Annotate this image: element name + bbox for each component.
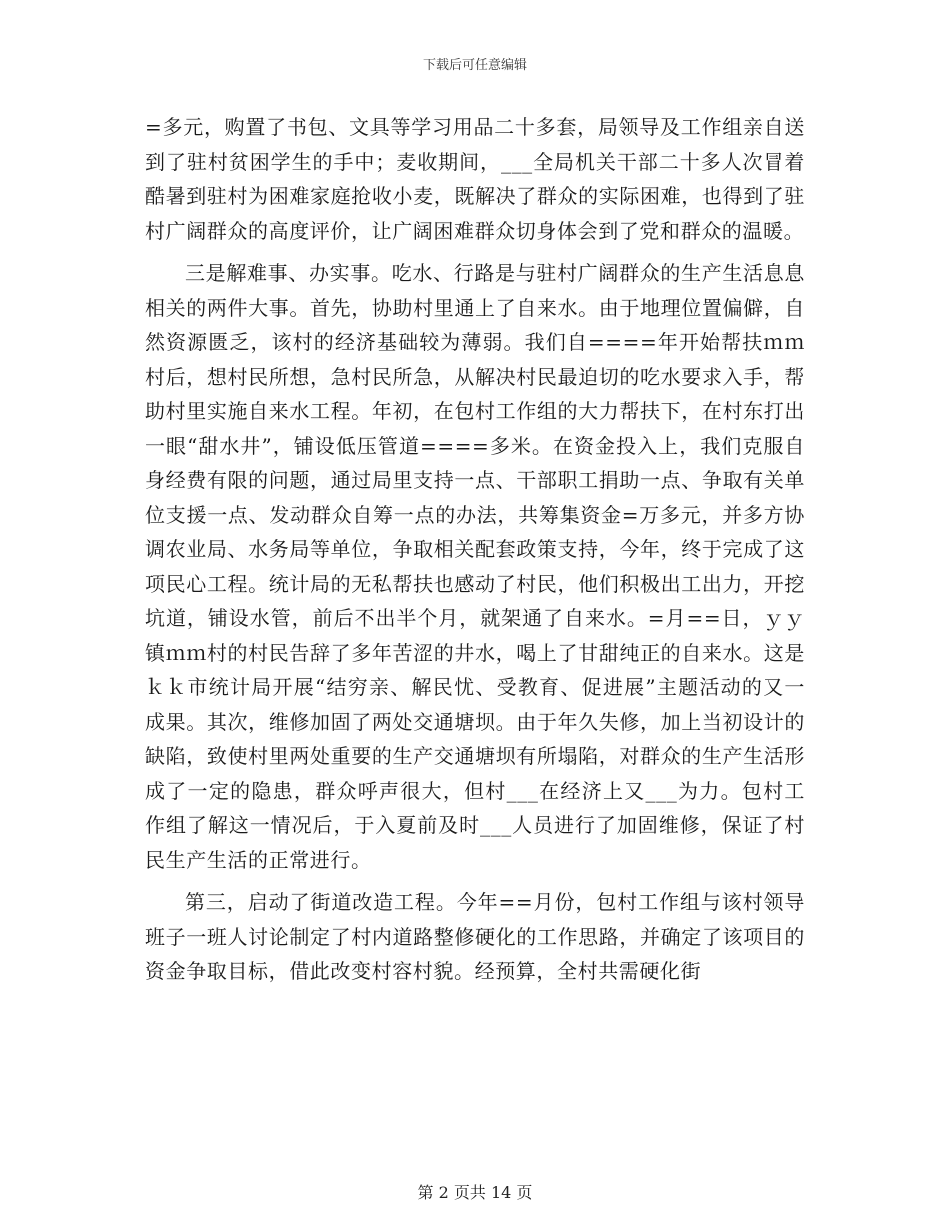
document-body [145, 110, 805, 997]
paragraph: 第三，启动了街道改造工程。今年==月份，包村工作组与该村领导班子一班人讨论制定了村内道路整修硬化的工作思路，并确定了该项目的资金争取目标，借此改变村容村貌。经预算，全村共需硬化街 [145, 890, 805, 983]
page-header: 下载后可任意编辑 [422, 58, 527, 73]
page-footer: 第 2 页共 14 页 [417, 1183, 533, 1202]
paragraph: =多元，购置了书包、文具等学习用品二十多套，局领导及工作组亲自送到了驻村贫困学生的手中；麦收期间，___全局机关干部二十多人次冒着酷暑到驻村为困难家庭抢收小麦，既解决了群众的实际困难，也得到了驻村广阔群众的高度评价，让广阔困难群众切身体会到了党和群众的温暖。 [145, 115, 805, 243]
paragraph: 三是解难事、办实事。吃水、行路是与驻村广阔群众的生产生活息息相关的两件大事。首先，协助村里通上了自来水。由于地理位置偏僻，自然资源匮乏，该村的经济基础较为薄弱。我们自====年开始帮扶ｍｍ村后，想村民所想，急村民所急，从解决村民最迫切的吃水要求入手，帮助村里实施自来水工程。年初，在包村工作组的大力帮扶下，在村东打出一眼“甜水井”，铺设低压管道====多米。在资金投入上，我们克服自身经费有限的问题，通过局里支持一点、干部职工捐助一点、争取有关单位支援一点、发动群众自筹一点的办法，共筹集资金=万多元，并多方协调农业局、水务局等单位，争取相关配套政策支持，今年，终于完成了这项民心工程。统计局的无私帮扶也感动了村民，他们积极出工出力，开挖坑道，铺设水管，前后不出半个月，就架通了自来水。=月==日，ｙｙ镇ｍｍ村的村民告辞了多年苦涩的井水，喝上了甘甜纯正的自来水。这是ｋｋ市统计局开展“结穷亲、解民忧、受教育、促进展”主题活动的又一成果。其次，维修加固了两处交通塘坝。由于年久失修，加上当初设计的缺陷，致使村里两处重要的生产交通塘坝有所塌陷，对群众的生产生活形成了一定的隐患，群众呼声很大，但村___在经济上又___为力。包村工作组了解这一情况后，于入夏前及时___人员进行了加固维修，保证了村民生产生活的正常进行。 [145, 261, 805, 872]
